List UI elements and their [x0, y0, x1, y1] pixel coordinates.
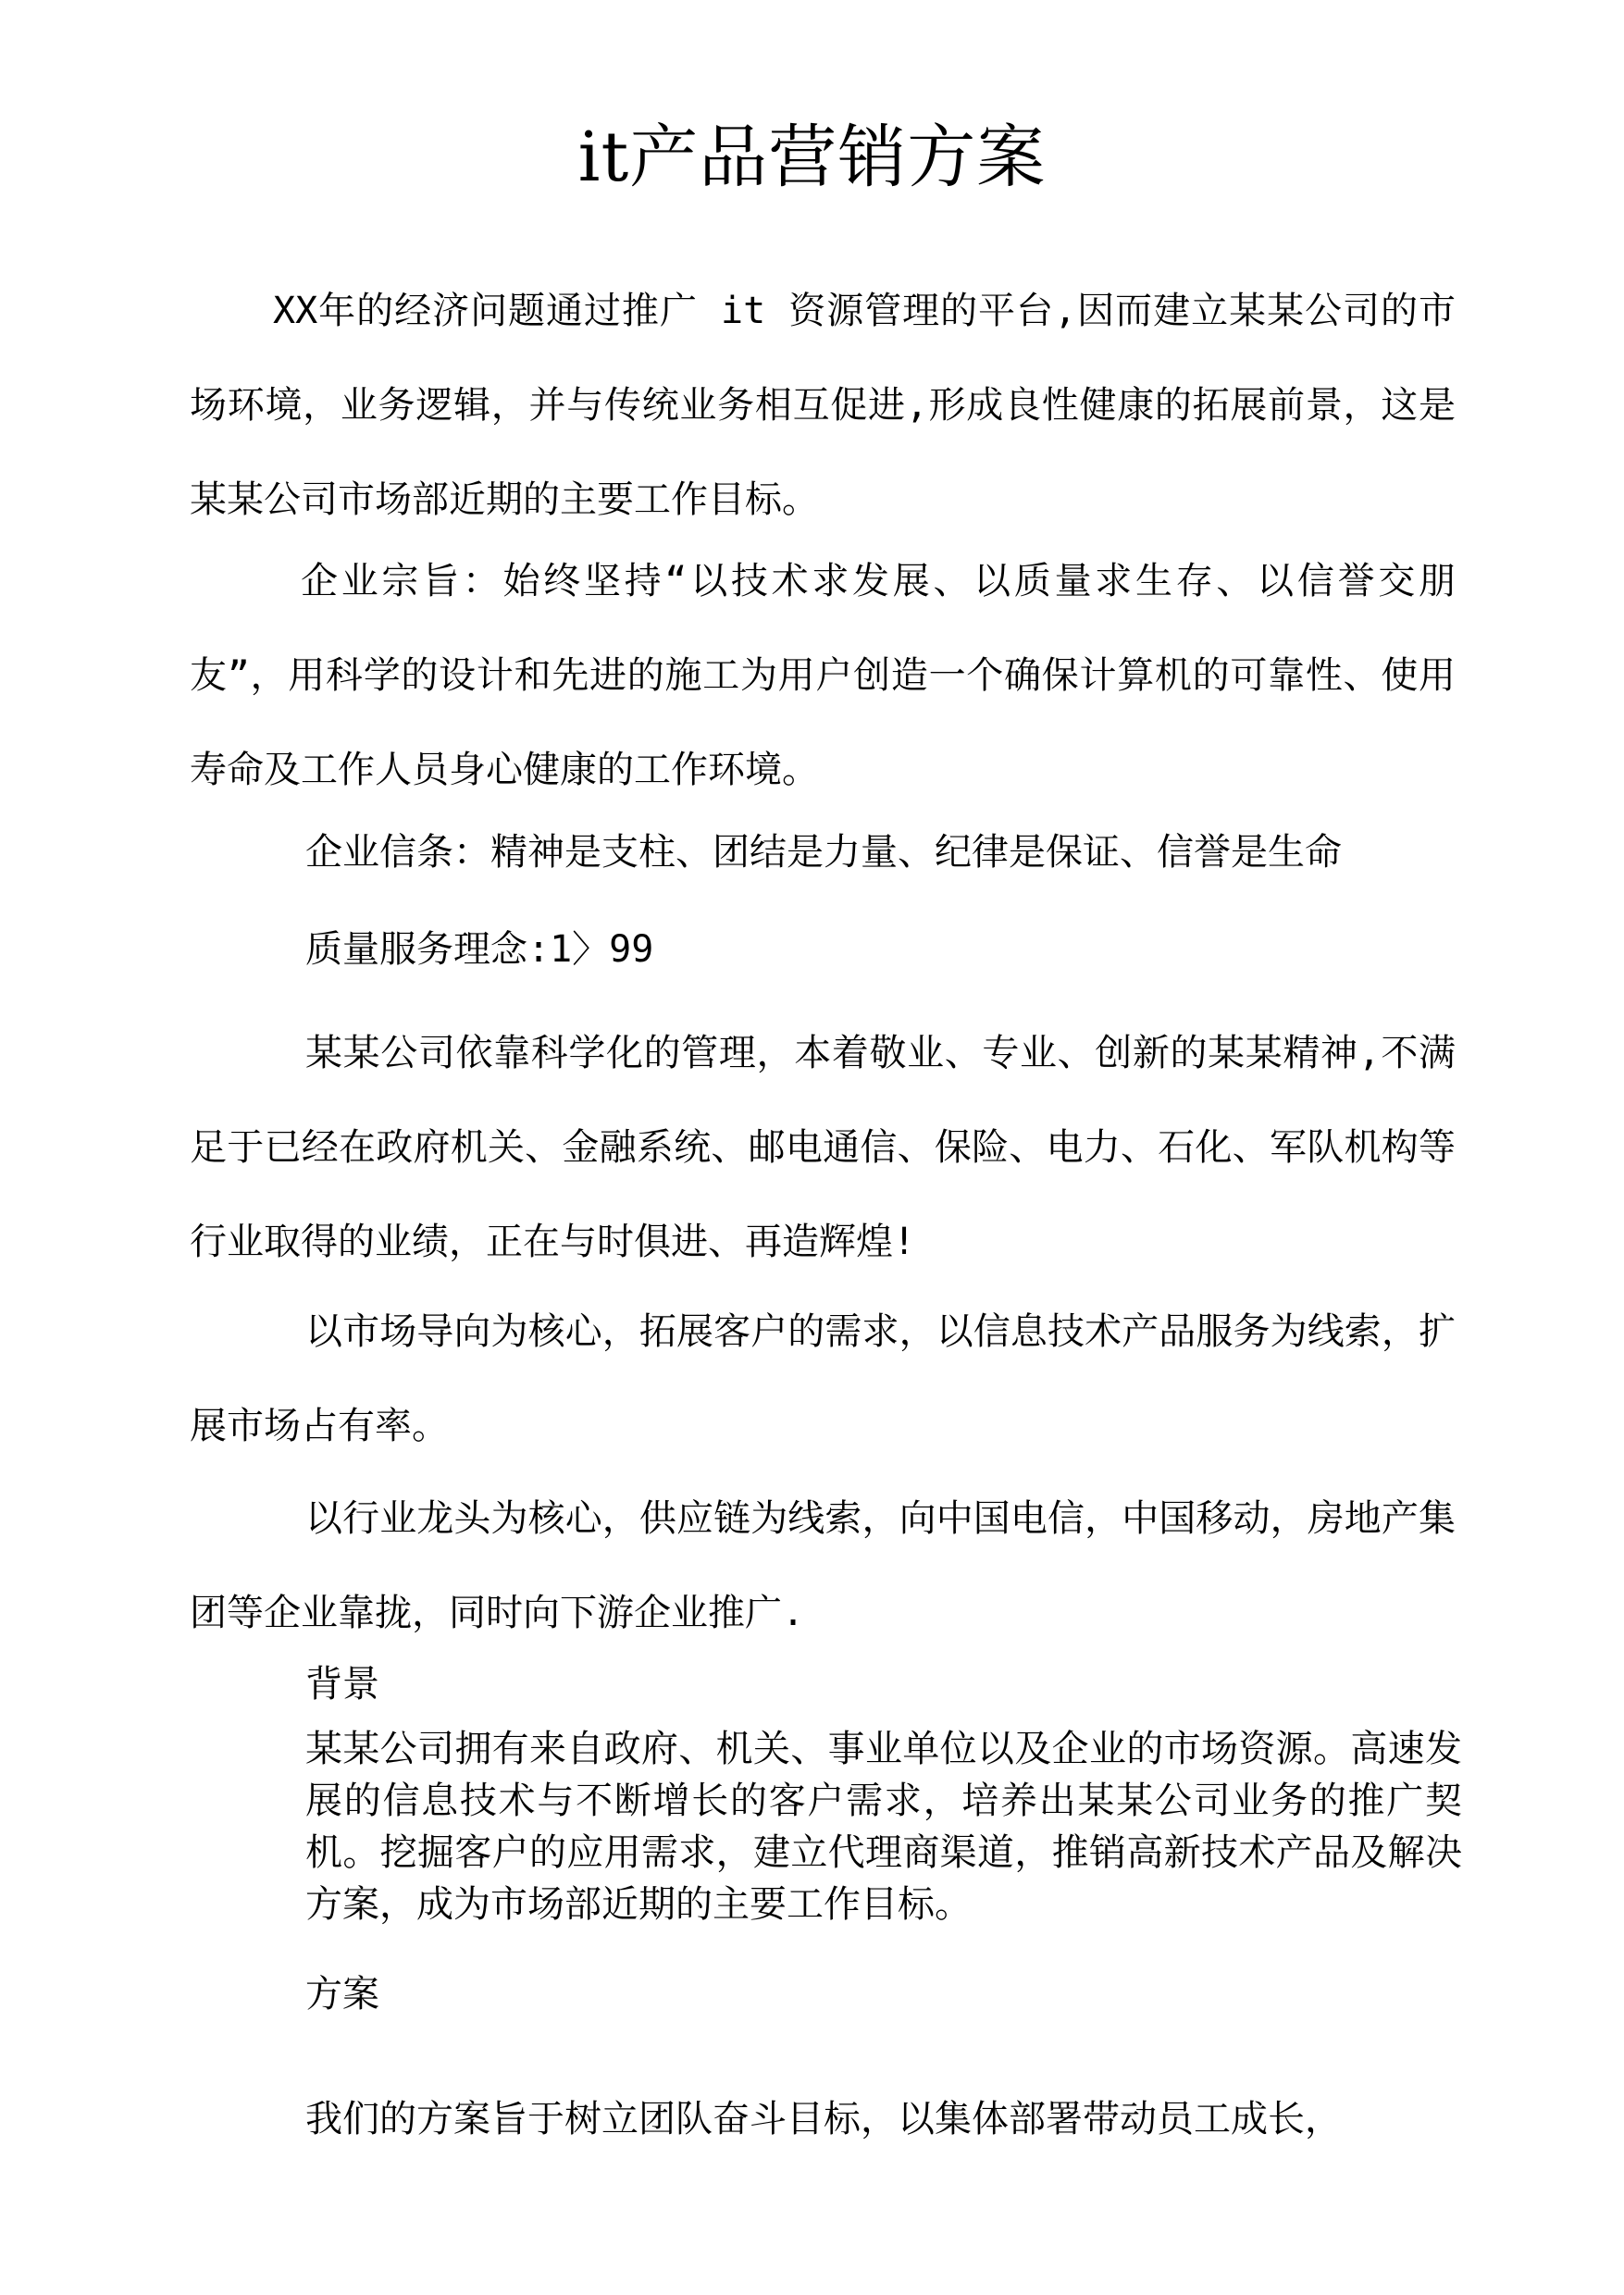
paragraph-mission: 企业宗旨：始终坚持“以技术求发展、以质量求生存、以信誉交朋友”，用科学的设计和先进的施工为用户创造一个确保计算机的可靠性、使用寿命及工作人员身心健康的工作环境。 — [190, 560, 1456, 791]
paragraph-industry-leader: 以行业龙头为核心，供应链为线索，向中国电信，中国移动，房地产集团等企业靠拢，同时向下游企业推广. — [190, 1497, 1456, 1634]
section-heading-background: 背景 — [305, 1663, 379, 1706]
paragraph-service-concept: 质量服务理念:1〉99 — [305, 928, 654, 971]
paragraph-intro: XX年的经济问题通过推广 it 资源管理的平台,因而建立某某公司的市场环境，业务逻辑，并与传统业务相互促进,形成良性健康的拓展前景，这是某某公司市场部近期的主要工作目标。 — [190, 290, 1456, 521]
paragraph-management: 某某公司依靠科学化的管理，本着敬业、专业、创新的某某精神,不满足于已经在政府机关、金融系统、邮电通信、保险、电力、石化、军队机构等行业取得的业绩，正在与时俱进、再造辉煌! — [190, 1032, 1456, 1263]
section-heading-plan: 方案 — [305, 1973, 379, 2016]
paragraph-market-orientation: 以市场导向为核心，拓展客户的需求，以信息技术产品服务为线索，扩展市场占有率。 — [190, 1310, 1456, 1447]
paragraph-plan: 我们的方案旨于树立团队奋斗目标，以集体部署带动员工成长， — [305, 2098, 1342, 2140]
paragraph-background: 某某公司拥有来自政府、机关、事业单位以及企业的市场资源。高速发展的信息技术与不断增长的客户需求，培养出某某公司业务的推广契机。挖掘客户的应用需求，建立代理商渠道，推销高新技术产品及解决方案，成为市场部近期的主要工作目标。 — [305, 1728, 1462, 1926]
document-title: it产品营销方案 — [577, 118, 1047, 197]
paragraph-creed: 企业信条：精神是支柱、团结是力量、纪律是保证、信誉是生命 — [305, 831, 1342, 874]
